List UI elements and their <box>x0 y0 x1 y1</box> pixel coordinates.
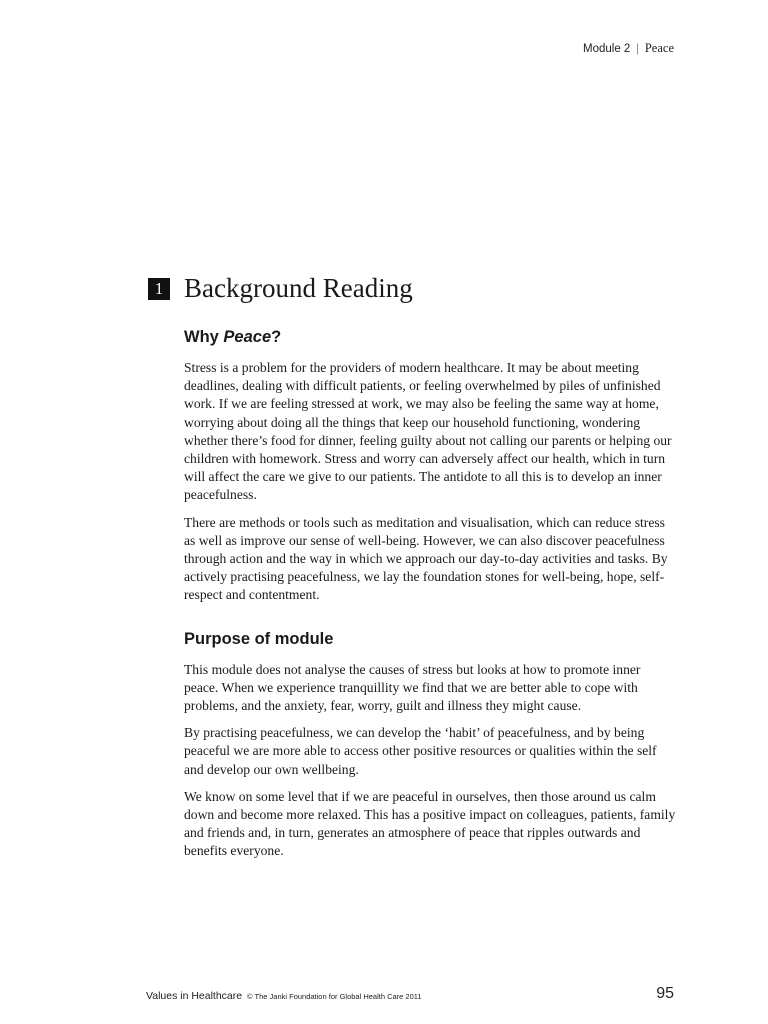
why-peace-heading-prefix: Why <box>184 328 224 346</box>
purpose-paragraph: This module does not analyse the causes of stress but looks at how to promote inner peace. When we experience tranquillity we find that we are better able to cope with problems, and the anxiety, fear, worry, guilt and illness they might cause. <box>184 661 641 714</box>
section-spacer <box>184 614 676 630</box>
publication-title: Values in Healthcare <box>146 990 243 1002</box>
purpose-paragraph: By practising peacefulness, we can develop the ‘habit’ of peacefulness, and by being peaceful we are more able to access other positive resources or qualities within the self and develop our own wellbeing. <box>184 725 657 777</box>
purpose-paragraph: We know on some level that if we are peaceful in ourselves, then those around us calm down and become more relaxed. This has a positive impact on colleagues, patients, family and friends and, in turn, generates an atmosphere of peace that ripples outwards and benefits everyone. <box>184 788 676 859</box>
running-head <box>583 41 674 56</box>
module-topic: Peace <box>644 41 674 55</box>
copyright-notice: © The Janki Foundation for Global Health Care 2011 <box>247 992 422 1001</box>
header-separator: | <box>636 41 639 55</box>
purpose-heading: Purpose of module <box>184 629 334 648</box>
section-heading <box>148 273 413 304</box>
why-peace-paragraph: Stress is a problem for the providers of modern healthcare. It may be about meeting deadlines, dealing with difficult patients, or feeling overwhelmed by piles of unfinished work. If we are feeling stressed at work, we may also be feeling the same way at home, worrying about doing all the things that keep our household functioning, wondering whether there’s food for dinner, feeling guilty about not calling our parents or helping our children with homework. Stress and worry can adversely affect our health, which in turn will affect the care we give to our patients. The antidote to all this is to develop an inner peacefulness. <box>184 360 672 503</box>
why-peace-heading-suffix: ? <box>271 328 282 346</box>
why-peace-heading <box>184 328 676 347</box>
footer-credit <box>146 990 422 1002</box>
main-content <box>184 328 676 870</box>
section-number-badge: 1 <box>148 278 170 300</box>
why-peace-heading-italic: Peace <box>223 328 272 346</box>
section-title: Background Reading <box>184 273 413 303</box>
page-number: 95 <box>656 985 674 1002</box>
why-peace-paragraph: There are methods or tools such as meditation and visualisation, which can reduce stress as well as improve our sense of well-being. However, we can also discover peacefulness through action and the way in which we approach our day-to-day activities and tasks. By actively practising peacefulness, we lay the foundation stones for well-being, hope, self-respect and contentment. <box>184 514 668 603</box>
module-label: Module 2 <box>583 43 631 55</box>
